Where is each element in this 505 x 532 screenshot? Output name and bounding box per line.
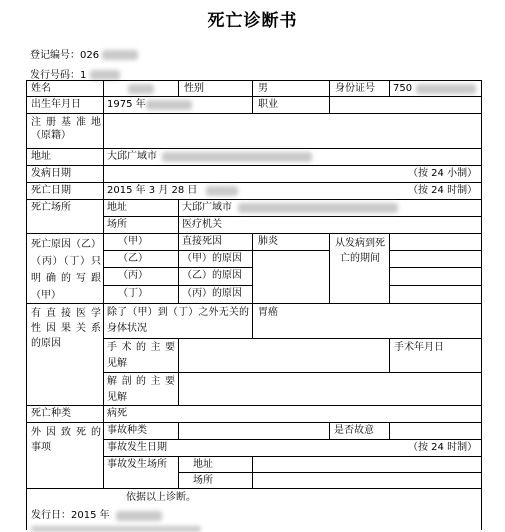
- address-label: 地址: [31, 151, 51, 162]
- issue-date: 发行日：2015 年: [31, 510, 110, 521]
- birth-date-label: 出生年月日: [31, 99, 81, 110]
- accident-kind-label: 事故种类: [107, 425, 147, 436]
- surgery-date-label: 手术年月日: [394, 342, 444, 353]
- cause-b: （乙）: [118, 253, 148, 264]
- death-place-address-value: 大邱广域市: [182, 202, 232, 213]
- direct-cause-label: 直接死因: [182, 236, 222, 247]
- death-kind-label: 死亡种类: [31, 408, 71, 419]
- cause-from-b-label: （乙）的原因: [182, 270, 242, 281]
- external-cause-label: 外 因 致 死 的 事项: [31, 427, 101, 453]
- cause-c: （丙）: [118, 270, 148, 281]
- death-date-label: 死亡日期: [31, 185, 71, 196]
- onset-date-note: （按 24 小制）: [408, 168, 478, 179]
- occupation-label: 职业: [258, 99, 278, 110]
- cause-from-c-label: （丙）的原因: [182, 288, 242, 299]
- redacted-block: [238, 203, 398, 213]
- death-place-site-label: 场所: [107, 219, 127, 230]
- accident-address-label: 地址: [193, 459, 213, 470]
- registration-number-label: 登记编号：: [30, 50, 80, 61]
- death-date-note: （按 24 时制）: [408, 185, 478, 196]
- sex-label: 性别: [184, 83, 204, 94]
- intentional-label: 是否故意: [334, 425, 374, 436]
- birth-date-value: 1975 年: [107, 99, 146, 110]
- accident-place-label: 事故发生场所: [107, 459, 167, 470]
- death-cause-label: 死亡原因（乙）（丙）（丁）只明确的写跟（甲）: [31, 239, 101, 301]
- death-kind-value: 病死: [107, 408, 127, 419]
- id-number-value: 750: [393, 83, 413, 94]
- redacted-block: [206, 186, 238, 196]
- death-place-site-value: 医疗机关: [182, 219, 222, 230]
- issue-number-value: 1: [80, 70, 87, 81]
- direct-cause-value: 肺炎: [258, 236, 278, 247]
- surgery-findings-label: 手 术 的 主 要 见解: [107, 342, 175, 369]
- address-value: 大邱广域市: [107, 151, 157, 162]
- redacted-block: [416, 84, 476, 94]
- cause-d: （丁）: [118, 288, 148, 299]
- related-cause-label: 有 直 接 医 学 性 因 果 关 系 的原因: [31, 308, 101, 349]
- cause-from-a-label: （甲）的原因: [182, 253, 242, 264]
- sex-value: 男: [258, 83, 268, 94]
- onset-to-death-interval-label: 从发病到死亡的期间: [335, 238, 385, 264]
- id-number-label: 身份证号: [335, 83, 375, 94]
- issue-number-label: 发行号码：: [30, 70, 80, 81]
- redacted-block: [31, 526, 201, 532]
- redacted-block: [128, 84, 154, 94]
- accident-date-label: 事故发生日期: [107, 442, 167, 453]
- registration-number-value: 026: [80, 50, 100, 61]
- redacted-block: [162, 152, 312, 162]
- redacted-block: [90, 70, 120, 80]
- autopsy-findings-label: 解 剖 的 主 要 见解: [107, 376, 175, 403]
- other-condition-label: 除了（甲）到（丁）之外无关的身体状况: [107, 307, 249, 334]
- death-place-label: 死亡场所: [31, 202, 71, 213]
- page-title: 死亡诊断书: [207, 11, 298, 31]
- redacted-block: [146, 100, 192, 110]
- accident-date-note: （按 24 时制）: [408, 442, 478, 453]
- other-condition-value: 胃癌: [258, 307, 278, 318]
- registration-number: [30, 46, 138, 61]
- redacted-block: [116, 511, 162, 521]
- issue-number: [30, 66, 120, 81]
- accident-site-label: 场所: [193, 475, 213, 486]
- registration-base-label: 注 册 基 准 地（原籍）: [31, 117, 101, 141]
- onset-date-label: 发病日期: [31, 168, 71, 179]
- name-label: 姓名: [31, 83, 51, 94]
- cause-a: （甲）: [118, 236, 148, 247]
- diagnosis-statement: 依据以上诊断。: [126, 492, 196, 503]
- redacted-block: [102, 50, 138, 60]
- death-date-value: 2015 年 3 月 28 日: [107, 185, 198, 196]
- death-place-address-label: 地址: [107, 202, 127, 213]
